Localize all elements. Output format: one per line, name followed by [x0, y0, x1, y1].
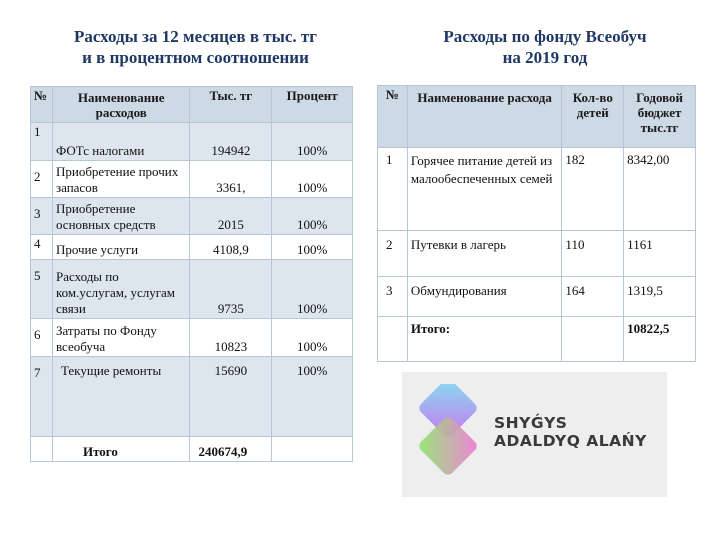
- table-row: [31, 198, 353, 235]
- col-header-number: №: [378, 86, 408, 148]
- total-number-cell: [31, 437, 53, 462]
- row-count: 110: [562, 231, 624, 277]
- logo-text-line2: ADALDYQ ALAŃY: [494, 432, 647, 450]
- col-header-number: №: [31, 87, 53, 123]
- logo-mark-icon: [412, 384, 492, 484]
- row-name: Прочие услуги: [52, 235, 190, 260]
- table-header-row: [378, 86, 696, 148]
- col-header-name: Наименование расходов: [52, 87, 190, 123]
- row-name: Приобретение основных средств: [52, 198, 190, 235]
- total-amount: 240674,9: [190, 437, 272, 462]
- row-number: 4: [31, 235, 53, 260]
- row-name: ФОТс налогами: [52, 123, 190, 161]
- row-name: Текущие ремонты: [52, 357, 190, 437]
- row-name: Приобретение прочих запасов: [52, 161, 190, 198]
- row-amount: 4108,9: [190, 235, 272, 260]
- total-budget: 10822,5: [624, 317, 696, 362]
- table-row: [378, 231, 696, 277]
- table-row: [378, 148, 696, 231]
- col-header-percent: Процент: [272, 87, 353, 123]
- row-percent: 100%: [272, 235, 353, 260]
- row-number: 3: [378, 277, 408, 317]
- row-amount: 194942: [190, 123, 272, 161]
- row-name: Обмундирования: [407, 277, 562, 317]
- left-title-line1: Расходы за 12 месяцев в тыс. тг: [73, 27, 318, 46]
- table-row: [31, 123, 353, 161]
- table-row: [31, 357, 353, 437]
- fund-table: [377, 85, 696, 362]
- row-name: Горячее питание детей из малообеспеченных семей: [407, 148, 562, 231]
- row-amount: 3361,: [190, 161, 272, 198]
- right-title: [395, 26, 695, 68]
- row-amount: 2015: [190, 198, 272, 235]
- row-percent: 100%: [272, 357, 353, 437]
- row-number: 3: [31, 198, 53, 235]
- right-title-line1: Расходы по фонду Всеобуч: [443, 27, 647, 46]
- row-percent: 100%: [272, 319, 353, 357]
- right-title-line2: на 2019 год: [502, 48, 588, 67]
- row-budget: 1319,5: [624, 277, 696, 317]
- total-count-cell: [562, 317, 624, 362]
- col-header-name: Наименование расхода: [407, 86, 562, 148]
- row-number: 2: [31, 161, 53, 198]
- row-amount: 10823: [190, 319, 272, 357]
- row-name: Путевки в лагерь: [407, 231, 562, 277]
- table-total-row: [378, 317, 696, 362]
- table-total-row: [31, 437, 353, 462]
- row-count: 164: [562, 277, 624, 317]
- logo: [402, 372, 667, 497]
- row-number: 7: [31, 357, 53, 437]
- expenses-table: [30, 86, 353, 462]
- row-budget: 8342,00: [624, 148, 696, 231]
- row-number: 1: [378, 148, 408, 231]
- table-row: [31, 161, 353, 198]
- row-name: Затраты по Фонду всеобуча: [52, 319, 190, 357]
- row-number: 6: [31, 319, 53, 357]
- row-count: 182: [562, 148, 624, 231]
- row-number: 1: [31, 123, 53, 161]
- row-percent: 100%: [272, 260, 353, 319]
- table-header-row: [31, 87, 353, 123]
- row-amount: 9735: [190, 260, 272, 319]
- total-percent-cell: [272, 437, 353, 462]
- row-amount: 15690: [190, 357, 272, 437]
- total-label: Итого: [52, 437, 190, 462]
- left-title: [28, 26, 363, 68]
- table-row: [31, 235, 353, 260]
- row-percent: 100%: [272, 161, 353, 198]
- col-header-budget: Годовой бюджет тыс.тг: [624, 86, 696, 148]
- total-label: Итого:: [407, 317, 562, 362]
- row-number: 5: [31, 260, 53, 319]
- row-name: Расходы по ком.услугам, услугам связи: [52, 260, 190, 319]
- row-percent: 100%: [272, 198, 353, 235]
- table-row: [31, 260, 353, 319]
- table-row: [31, 319, 353, 357]
- total-number-cell: [378, 317, 408, 362]
- table-row: [378, 277, 696, 317]
- row-percent: 100%: [272, 123, 353, 161]
- row-budget: 1161: [624, 231, 696, 277]
- col-header-amount: Тыс. тг: [190, 87, 272, 123]
- row-number: 2: [378, 231, 408, 277]
- logo-text-line1: SHYǴYS: [494, 414, 568, 432]
- left-title-line2: и в процентном соотношении: [82, 48, 309, 67]
- col-header-count: Кол-во детей: [562, 86, 624, 148]
